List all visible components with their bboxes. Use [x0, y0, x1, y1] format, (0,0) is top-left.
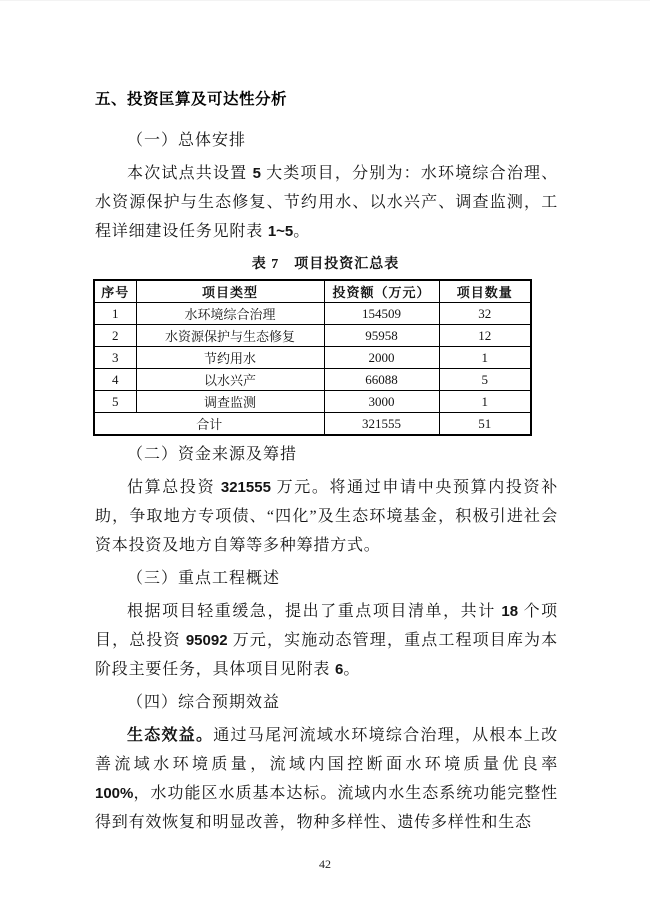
table-row [94, 325, 531, 347]
table-cell: 节约用水 [136, 347, 324, 369]
text-run: ，水功能区水质基本达标。流域内水生态系统功能完整性得到有效恢复和明显改善，物种多样性、遗传多样性和生态 [95, 785, 558, 831]
text-run: 本次试点共设置 [127, 165, 253, 182]
table-cell: 3 [94, 347, 136, 369]
subsection-heading-4: （四）综合预期效益 [127, 694, 281, 711]
table-cell: 154509 [324, 303, 439, 325]
table-cell: 2 [94, 325, 136, 347]
table-cell: 以水兴产 [136, 369, 324, 391]
table-cell: 4 [94, 369, 136, 391]
table-cell: 66088 [324, 369, 439, 391]
paragraph-overall-arrangement [95, 159, 558, 246]
text-run: 个项目，总投资 [95, 603, 558, 649]
table-cell: 合计 [94, 413, 324, 436]
text-run: 。 [293, 223, 311, 240]
table-row [94, 369, 531, 391]
text-run-number: 321555 [220, 479, 271, 496]
table-cell: 321555 [324, 413, 439, 436]
table-cell: 调查监测 [136, 391, 324, 413]
table-header-row [94, 280, 531, 303]
table-header-cell: 投资额（万元） [324, 280, 439, 303]
text-run: 估算总投资 [127, 479, 221, 496]
text-run-number: 18 [501, 603, 519, 620]
table-header-cell: 序号 [94, 280, 136, 303]
paragraph-eco-benefit [95, 721, 558, 837]
text-run: 大类项目，分别为：水环境综合治理、水资源保护与生态修复、节约用水、以水兴产、调查监测，工程详细建设任务见附表 [95, 165, 559, 240]
text-run-number: 1~5 [267, 223, 294, 240]
subsection-heading-1: （一）总体安排 [127, 132, 247, 149]
table-cell: 1 [439, 347, 531, 369]
paragraph-funding [95, 473, 558, 560]
text-run: 万元。将通过申请中央预算内投资补助，争取地方专项债、“四化”及生态环境基金，积极引进社会资本投资及地方自筹等多种筹措方式。 [95, 479, 558, 554]
investment-summary-table [93, 279, 532, 436]
text-run: 万元，实施动态管理，重点工程项目库为本阶段主要任务，具体项目见附表 [95, 632, 558, 678]
table-cell: 水资源保护与生态修复 [136, 325, 324, 347]
page-number: 42 [319, 857, 331, 871]
table-cell: 5 [94, 391, 136, 413]
table-cell: 12 [439, 325, 531, 347]
text-run-number: 6 [335, 661, 344, 678]
text-run: 根据项目轻重缓急，提出了重点项目清单，共计 [127, 603, 502, 620]
table-cell: 51 [439, 413, 531, 436]
table-row [94, 391, 531, 413]
text-run-bold: 生态效益。 [127, 727, 214, 744]
table-header-cell: 项目类型 [136, 280, 324, 303]
table-title: 表 7 项目投资汇总表 [251, 257, 400, 272]
text-run-number: 95092 [185, 632, 228, 649]
text-run: 。 [343, 661, 361, 678]
table-cell: 1 [94, 303, 136, 325]
subsection-heading-2: （二）资金来源及筹措 [127, 446, 298, 463]
subsection-heading-3: （三）重点工程概述 [127, 570, 281, 587]
table-cell: 1 [439, 391, 531, 413]
table-cell: 2000 [324, 347, 439, 369]
paragraph-key-projects [95, 597, 558, 684]
section-heading: 五、投资匡算及可达性分析 [95, 91, 288, 108]
table-row [94, 347, 531, 369]
text-run: 通过马尾河流域水环境综合治理，从根本上改善流域水环境质量，流域内国控断面水环境质量优良率 [95, 727, 558, 773]
table-row [94, 303, 531, 325]
table-cell: 32 [439, 303, 531, 325]
table-cell: 3000 [324, 391, 439, 413]
table-cell: 95958 [324, 325, 439, 347]
text-run-number: 100% [95, 785, 134, 802]
table-header-cell: 项目数量 [439, 280, 531, 303]
text-run-number: 5 [252, 165, 261, 182]
table-row [94, 413, 531, 436]
table-cell: 水环境综合治理 [136, 303, 324, 325]
table-cell: 5 [439, 369, 531, 391]
